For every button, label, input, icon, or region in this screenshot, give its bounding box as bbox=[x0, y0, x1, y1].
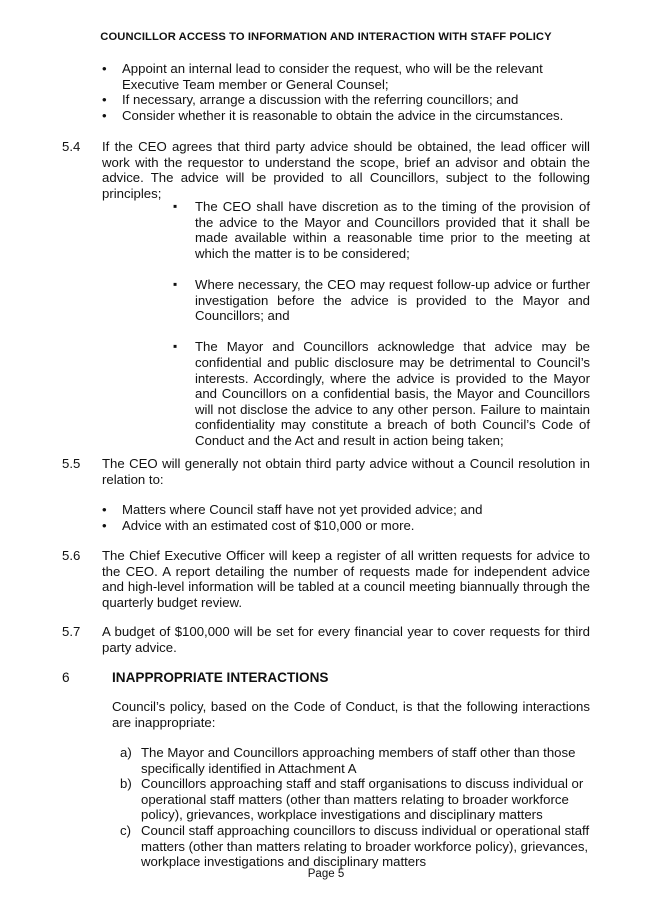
item-letter: a) bbox=[120, 745, 132, 760]
section-6-intro: Council’s policy, based on the Code of Conduct, is that the following interactions are inappropriate: bbox=[112, 699, 590, 730]
list-item: • If necessary, arrange a discussion with the referring councillors; and bbox=[102, 92, 590, 108]
section-5-7-text: A budget of $100,000 will be set for every financial year to cover requests for third party advice. bbox=[102, 624, 590, 655]
item-letter: b) bbox=[120, 776, 132, 792]
item-text: Council staff approaching councillors to discuss individual or operational staff matters (other than matters relating to broader workforce policy), grievances, workplace investigations and disciplinary matters bbox=[141, 822, 590, 870]
inappropriate-interactions-list bbox=[120, 745, 590, 870]
top-bullet-list bbox=[102, 61, 590, 123]
list-item: • Advice with an estimated cost of $10,000 or more. bbox=[102, 518, 590, 534]
item-text: The Mayor and Councillors approaching members of staff other than those specifically identified in Attachment A bbox=[141, 745, 576, 776]
list-item: • Matters where Council staff have not yet provided advice; and bbox=[102, 502, 590, 518]
section-5-5-text: The CEO will generally not obtain third party advice without a Council resolution in relation to: bbox=[102, 456, 590, 487]
section-number-5-7: 5.7 bbox=[62, 624, 81, 639]
section-6-title: INAPPROPRIATE INTERACTIONS bbox=[112, 670, 329, 685]
section-5-5-bullets bbox=[102, 502, 590, 533]
section-5-6-text: The Chief Executive Officer will keep a register of all written requests for advice to the CEO. A report detailing the number of requests made for independent advice and high-level information will be tabled at a council meeting biannually through the quarterly budget review. bbox=[102, 548, 590, 610]
section-5-4-text: If the CEO agrees that third party advice should be obtained, the lead officer will work with the requestor to understand the scope, brief an advisor and obtain the advice. The advice will be provided to all Councillors, subject to the following principles; bbox=[102, 139, 590, 201]
list-item: ▪ The Mayor and Councillors acknowledge that advice may be confidential and public disclosure may be detrimental to Council’s interests. Accordingly, where the advice is provided to the Mayor and Councillors on a confidential basis, the Mayor and Councillors will not disclose the advice to any other person. Failure to maintain confidentiality may constitute a breach of both Council’s Code of Conduct and the Act and result in action being taken; bbox=[173, 339, 590, 448]
list-item bbox=[120, 776, 590, 823]
list-item bbox=[120, 823, 590, 870]
list-item: ▪ The CEO shall have discretion as to the timing of the provision of the advice to the Mayor and Councillors provided that it shall be made available within a reasonable time prior to the meeting at which the matter is to be considered; bbox=[173, 199, 590, 261]
section-number-5-4: 5.4 bbox=[62, 139, 81, 154]
list-item: • Consider whether it is reasonable to obtain the advice in the circumstances. bbox=[102, 108, 590, 124]
list-item: ▪ Where necessary, the CEO may request follow-up advice or further investigation before the advice is provided to the Mayor and Councillors; and bbox=[173, 277, 590, 324]
item-text: Councillors approaching staff and staff organisations to discuss individual or operational staff matters (other than matters relating to broader workforce policy), grievances, workplace investigations and disciplinary matters bbox=[141, 776, 584, 823]
section-number-5-5: 5.5 bbox=[62, 456, 81, 471]
item-letter: c) bbox=[120, 822, 131, 838]
page-header: COUNCILLOR ACCESS TO INFORMATION AND INTERACTION WITH STAFF POLICY bbox=[100, 31, 552, 43]
list-item: • Appoint an internal lead to consider the request, who will be the relevant Executive Team member or General Counsel; bbox=[102, 61, 590, 92]
section-number-5-6: 5.6 bbox=[62, 548, 81, 563]
page-number: Page 5 bbox=[307, 868, 345, 880]
list-item bbox=[120, 745, 590, 776]
principles-list bbox=[173, 199, 590, 449]
section-number-6: 6 bbox=[62, 670, 70, 685]
